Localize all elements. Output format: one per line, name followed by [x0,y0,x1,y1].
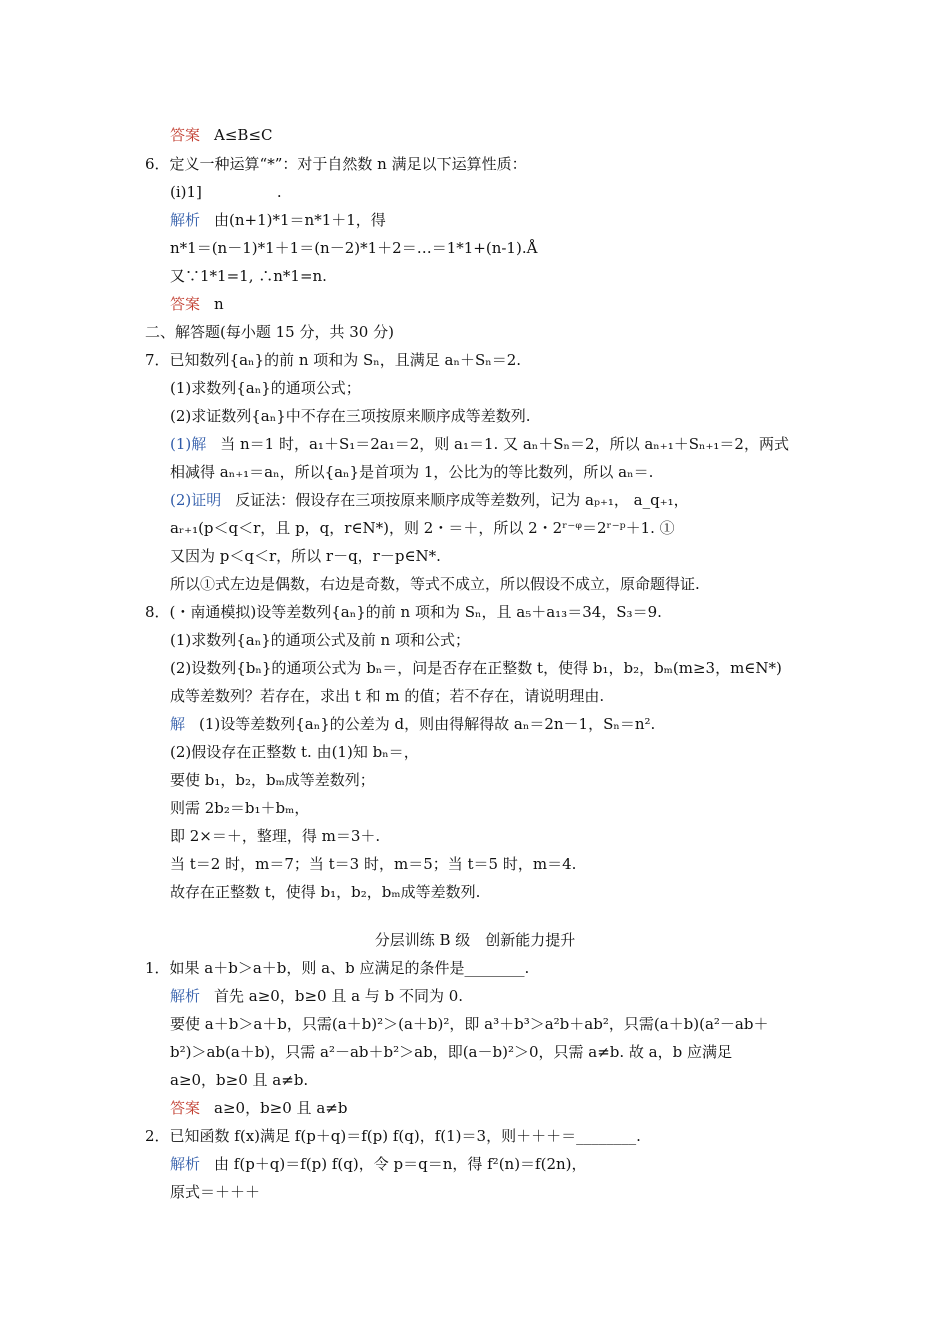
line-text: n [214,295,224,313]
answer-tag: 解析 [170,1155,201,1173]
text-line [170,1098,347,1118]
line-text: 1．如果 a＋b＞a＋b，则 a、b 应满足的条件是________. [145,959,530,977]
answer-tag: 解析 [170,211,201,229]
line-text: 8．(・南通模拟)设等差数列{aₙ}的前 n 项和为 Sₙ，且 a₅＋a₁₃＝34，S₃＝9. [145,603,662,621]
line-text: 即 2×＝＋，整理，得 m＝3＋. [170,827,381,845]
line-text: A≤B≤C [214,126,273,144]
text-line [145,322,394,342]
text-line [170,1182,260,1202]
line-text: b²)＞ab(a＋b)，只需 a²－ab＋b²＞ab，即(a－b)²＞0，只需 a≠b. 故 a，b 应满足 [170,1043,732,1061]
line-text: 当 n＝1 时，a₁＋S₁＝2a₁＝2，则 a₁＝1. 又 aₙ＋Sₙ＝2，所以 aₙ₊₁＋Sₙ₊₁＝2，两式 [220,435,789,453]
text-line [170,1070,308,1090]
line-text: 首先 a≥0，b≥0 且 a 与 b 不同为 0. [214,987,464,1005]
text-line [145,350,521,370]
text-line [145,602,662,622]
text-line [0,930,950,950]
text-line [170,714,655,734]
answer-tag: (2)证明 [170,491,222,509]
text-line [170,294,224,314]
line-text: 分层训练 B 级 创新能力提升 [374,931,576,949]
text-line [145,1126,641,1146]
text-line [170,882,480,902]
line-text: 二、解答题(每小题 15 分，共 30 分) [145,323,394,341]
text-line [170,1154,587,1174]
text-line [170,210,386,230]
line-text: 反证法：假设存在三项按原来顺序成等差数列，记为 aₚ₊₁， a_q₊₁， [235,491,689,509]
text-line [170,182,282,202]
text-line [170,266,327,286]
line-text: (2)设数列{bₙ}的通项公式为 bₙ＝，问是否存在正整数 t，使得 b₁，b₂，bₘ(m≥3，m∈N*) [170,659,782,677]
line-text: 又∵1*1=1, ∴n*1=n. [170,267,327,285]
line-text: (2)求证数列{aₙ}中不存在三项按原来顺序成等差数列. [170,407,531,425]
text-line [170,462,653,482]
text-line [170,826,380,846]
line-text: 当 t＝2 时，m＝7；当 t＝3 时，m＝5；当 t＝5 时，m＝4. [170,855,577,873]
line-text: a≥0，b≥0 且 a≠b. [170,1071,309,1089]
line-text: 则需 2b₂＝b₁＋bₘ， [170,799,310,817]
line-text: 故存在正整数 t，使得 b₁，b₂，bₘ成等差数列. [170,883,481,901]
text-line [170,574,700,594]
text-line [170,378,361,398]
line-text: 由 f(p＋q)＝f(p) f(q)，令 p＝q＝n，得 f²(n)＝f(2n)， [214,1155,587,1173]
text-line [170,238,537,258]
line-text: a≥0，b≥0 且 a≠b [214,1099,348,1117]
text-line [170,434,789,454]
line-text: 7．已知数列{aₙ}的前 n 项和为 Sₙ，且满足 aₙ＋Sₙ＝2. [145,351,522,369]
text-line [170,742,419,762]
line-text: (ⅰ)1] . [170,183,282,201]
text-line [145,154,527,174]
line-text: 成等差数列？若存在，求出 t 和 m 的值；若不存在，请说明理由. [170,687,605,705]
line-text: 要使 b₁，b₂，bₘ成等差数列； [170,771,375,789]
answer-tag: 答案 [170,126,201,144]
line-text: 相减得 aₙ₊₁＝aₙ，所以{aₙ}是首项为 1，公比为的等比数列，所以 aₙ＝. [170,463,654,481]
line-text: 6．定义一种运算“*”：对于自然数 n 满足以下运算性质： [145,155,527,173]
text-line [170,630,470,650]
text-line [170,798,309,818]
text-line [170,406,531,426]
text-line [170,854,576,874]
text-line [170,1042,732,1062]
answer-tag: 解析 [170,987,201,1005]
text-line [170,986,463,1006]
text-line [170,490,689,510]
text-line [170,658,782,678]
line-text: (1)求数列{aₙ}的通项公式及前 n 项和公式； [170,631,470,649]
text-line [170,546,441,566]
answer-tag: 解 [170,715,186,733]
text-line [170,770,375,790]
answer-tag: 答案 [170,1099,201,1117]
text-line [170,518,675,538]
line-text: 由(n+1)*1＝n*1＋1，得 [214,211,386,229]
line-text: n*1＝(n－1)*1＋1＝(n－2)*1＋2＝…＝1*1+(n-1).Å [170,239,538,257]
line-text: 2．已知函数 f(x)满足 f(p＋q)＝f(p) f(q)，f(1)＝3，则＋＋＋＝________. [145,1127,641,1145]
line-text: 原式＝＋＋＋ [170,1183,261,1201]
text-line [170,1014,768,1034]
text-line [145,958,529,978]
line-text: (2)假设存在正整数 t. 由(1)知 bₙ＝， [170,743,419,761]
answer-tag: 答案 [170,295,201,313]
answer-tag: (1)解 [170,435,207,453]
line-text: aᵣ₊₁(p＜q＜r，且 p，q，r∈N*)，则 2・＝＋，所以 2・2ʳ⁻ᵠ＝2ʳ⁻ᵖ＋1. ① [170,519,675,537]
line-text: 所以①式左边是偶数，右边是奇数，等式不成立，所以假设不成立，原命题得证. [170,575,700,593]
text-line [170,125,273,145]
line-text: (1)求数列{aₙ}的通项公式； [170,379,361,397]
line-text: 要使 a＋b＞a＋b，只需(a＋b)²＞(a＋b)²，即 a³＋b³＞a²b＋ab²，只需(a＋b)(a²－ab＋ [170,1015,769,1033]
line-text: (1)设等差数列{aₙ}的公差为 d，则由得解得故 aₙ＝2n－1，Sₙ＝n². [199,715,656,733]
line-text: 又因为 p＜q＜r，所以 r－q，r－p∈N*. [170,547,441,565]
text-line [170,686,604,706]
